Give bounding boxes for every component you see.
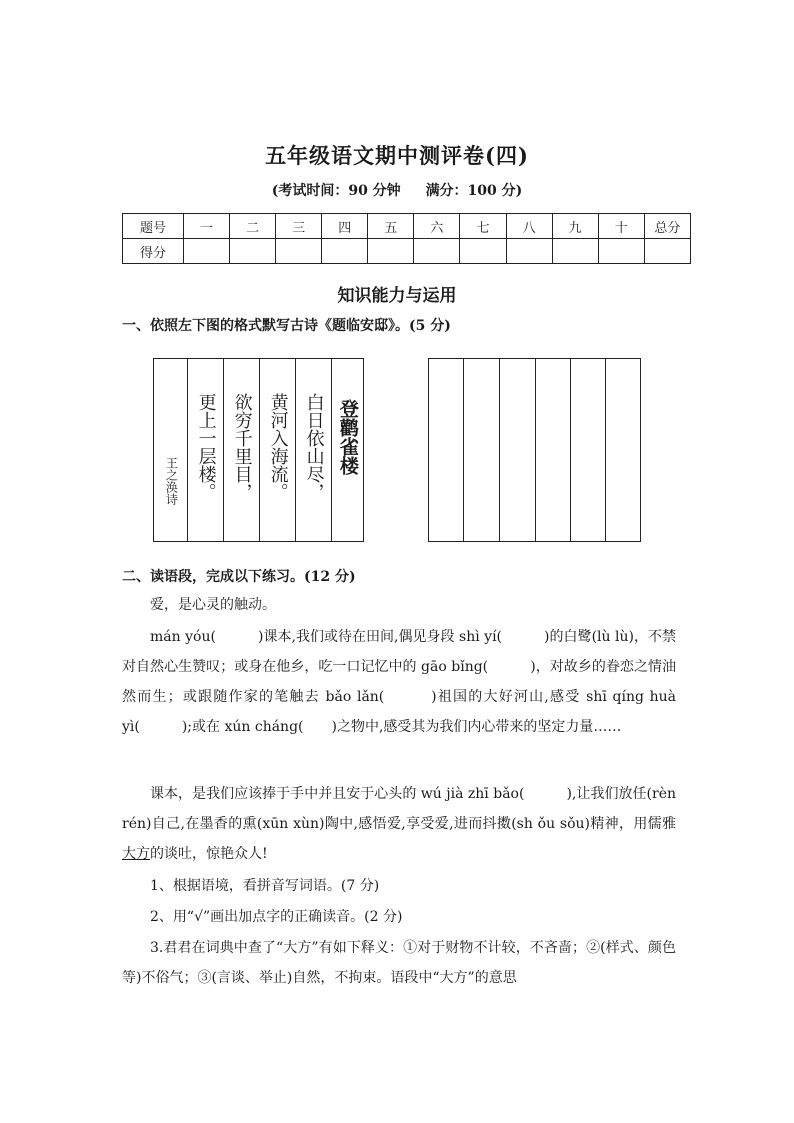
table-cell: 三 [276, 214, 322, 239]
exam-score: 满分：100 分) [425, 183, 523, 199]
table-row [123, 214, 691, 239]
poem-line: 黄河入海流。 [267, 393, 289, 501]
poem-line: 更上一层楼。 [195, 393, 217, 501]
section-title: 知识能力与运用 [337, 286, 457, 306]
score-cell [230, 239, 276, 264]
passage-intro: 爱，是心灵的触动。 [150, 597, 276, 613]
passage-text: 课本，是我们应该捧于手中并且安于心头的 wú jià zhī bǎo( ),让我们放任(rèn rén)自己,在墨香的熏(xūn xùn)陶中,感悟爱,享受爱,进而抖擞(sh ǒu sǒu)精神，用儒雅 [122, 786, 676, 832]
sub-question-1: 1、根据语境，看拼音写词语。(7 分) [150, 878, 380, 894]
table-cell: 七 [460, 214, 506, 239]
poem-title: 登鹳雀楼 [336, 399, 359, 475]
sub-question-2: 2、用“√”画出加点字的正确读音。(2 分) [150, 909, 403, 925]
exam-info [0, 180, 794, 200]
table-cell: 四 [322, 214, 368, 239]
score-table [122, 213, 691, 264]
score-cell [460, 239, 506, 264]
poem-line-column [259, 359, 295, 541]
score-cell [184, 239, 230, 264]
poem-author-text: 王之涣诗 [164, 457, 179, 505]
score-cell [506, 239, 552, 264]
table-cell: 九 [552, 214, 598, 239]
grid-divider [605, 359, 606, 541]
grid-divider [463, 359, 464, 541]
score-cell [322, 239, 368, 264]
poem-line: 白日依山尽， [303, 393, 325, 501]
poem-line-column [187, 359, 223, 541]
score-cell [414, 239, 460, 264]
score-cell [644, 239, 690, 264]
poem-author-column [154, 359, 187, 541]
question-2: 二、读语段，完成以下练习。(12 分) [122, 569, 356, 585]
table-cell: 五 [368, 214, 414, 239]
example-poem-box [153, 358, 364, 542]
sub-question-3: 3.君君在词典中查了“大方”有如下释义：①对于财物不计较，不吝啬；②(样式、颜色等)不俗气；③(言谈、举止)自然，不拘束。语段中“大方”的意思 [122, 940, 676, 986]
grid-divider [535, 359, 536, 541]
page-title: 五年级语文期中测评卷(四) [265, 143, 529, 168]
table-cell: 总分 [644, 214, 690, 239]
grid-divider [499, 359, 500, 541]
table-cell: 八 [506, 214, 552, 239]
row-label: 题号 [123, 214, 184, 239]
passage-paragraph-2 [122, 779, 676, 869]
grid-divider [570, 359, 571, 541]
poem-author [154, 457, 187, 509]
underlined-word: 大方 [122, 846, 150, 862]
poem-line: 欲穷千里目， [231, 393, 253, 501]
passage-text: 的谈吐，惊艳众人! [150, 846, 268, 862]
passage-paragraph-1: mán yóu( )课本,我们或待在田间,偶见身段 shì yí( )的白鹭(lù lù)，不禁对自然心生赞叹；或身在他乡，吃一口记忆中的 gāo bǐng( )，对故乡的眷恋之情油然而生；或跟随作家的笔触去 bǎo lǎn( )祖国的大好河山,感受 shī qíng huà yì( );或在 xún cháng( )之物中,感受其为我们内心带来的坚定力量…… [122, 629, 676, 735]
exam-time: (考试时间：90 分钟 [271, 183, 401, 199]
poem-title-column [331, 359, 363, 541]
table-cell: 六 [414, 214, 460, 239]
poem-line-column [223, 359, 259, 541]
poem-line-column [295, 359, 331, 541]
score-cell [276, 239, 322, 264]
row-label: 得分 [123, 239, 184, 264]
table-row [123, 239, 691, 264]
table-cell: 一 [184, 214, 230, 239]
question-1: 一、依照左下图的格式默写古诗《题临安邸》。(5 分) [122, 318, 451, 334]
score-cell [598, 239, 644, 264]
score-cell [552, 239, 598, 264]
table-cell: 十 [598, 214, 644, 239]
table-cell: 二 [230, 214, 276, 239]
answer-grid[interactable] [428, 358, 641, 542]
score-cell [368, 239, 414, 264]
